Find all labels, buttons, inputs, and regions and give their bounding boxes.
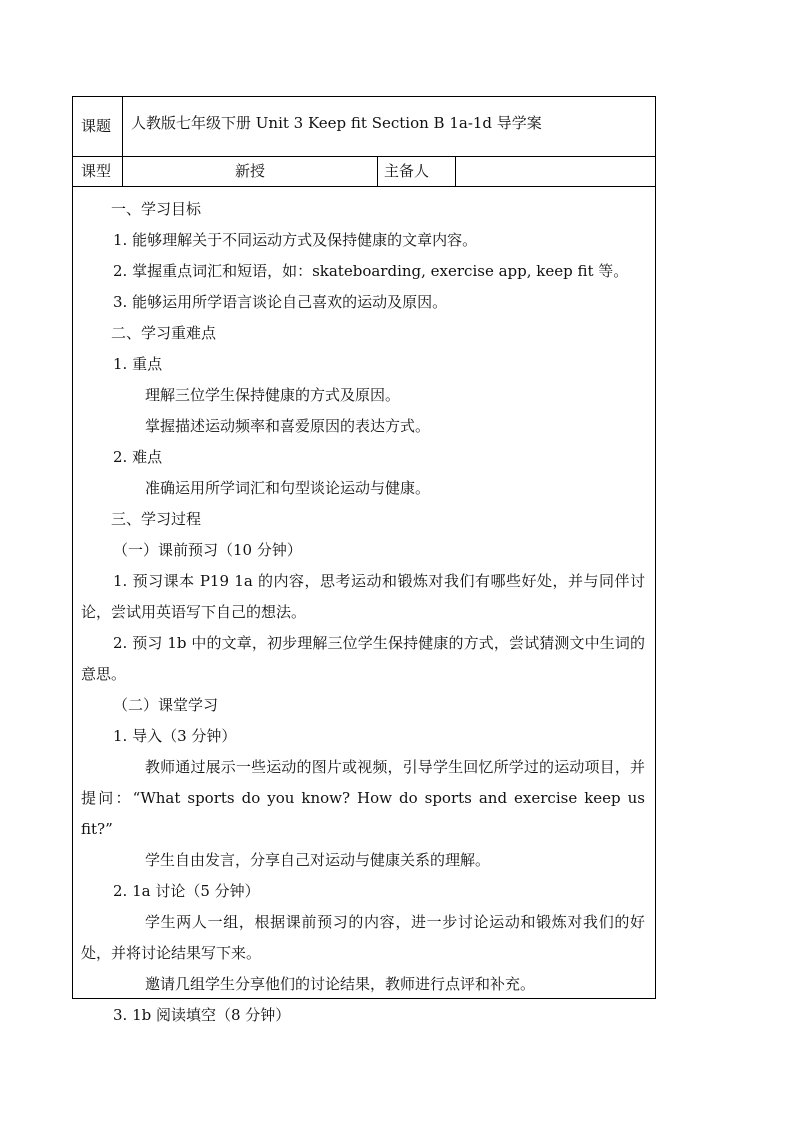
- title-label-cell: [73, 97, 123, 156]
- lesson-type: 新授: [234, 162, 265, 180]
- step-heading: 3. 1b 阅读填空（8 分钟）: [113, 1006, 291, 1024]
- key-point-item: 掌握描述运动频率和喜爱原因的表达方式。: [145, 417, 431, 435]
- owner-label: 主备人: [384, 162, 430, 180]
- step-paragraph: 学生自由发言，分享自己对运动与健康关系的理解。: [145, 851, 491, 869]
- section-heading-objectives: 一、学习目标: [111, 200, 202, 218]
- step-heading: 1. 导入（3 分钟）: [113, 727, 237, 745]
- step-paragraph: 邀请几组学生分享他们的讨论结果，教师进行点评和补充。: [145, 975, 536, 993]
- step-heading: 2. 1a 讨论（5 分钟）: [113, 882, 260, 900]
- preview-item: 1. 预习课本 P19 1a 的内容，思考运动和锻炼对我们有哪些好处，并与同伴讨论，尝试用英语写下自己的想法。: [81, 572, 645, 621]
- owner-label-cell: [378, 157, 456, 186]
- section-heading-process: 三、学习过程: [111, 510, 202, 528]
- objective-item: 2. 掌握重点词汇和短语，如：skateboarding, exercise app, keep fit 等。: [113, 262, 629, 280]
- classroom-heading: （二）课堂学习: [113, 696, 219, 714]
- difficult-point-item: 准确运用所学词汇和句型谈论运动与健康。: [145, 479, 431, 497]
- step-paragraph: 教师通过展示一些运动的图片或视频，引导学生回忆所学过的运动项目，并提问：“What sports do you know? How do sports and exercise keep us fit?”: [81, 758, 645, 838]
- objective-item: 3. 能够运用所学语言谈论自己喜欢的运动及原因。: [113, 293, 448, 311]
- objective-item: 1. 能够理解关于不同运动方式及保持健康的文章内容。: [113, 231, 478, 249]
- owner-value-cell: [456, 157, 655, 186]
- type-label-cell: [73, 157, 123, 186]
- title-value-cell: [123, 97, 655, 156]
- title-label: 课题: [81, 117, 112, 135]
- lesson-plan-table: [72, 96, 656, 1024]
- content-cell: [73, 187, 655, 1024]
- key-point-item: 理解三位学生保持健康的方式及原因。: [145, 386, 401, 404]
- section-heading-difficulties: 二、学习重难点: [111, 324, 217, 342]
- lesson-title: 人教版七年级下册 Unit 3 Keep fit Section B 1a-1d 导学案: [131, 114, 542, 132]
- type-value-cell: [123, 157, 378, 186]
- type-row: [73, 157, 655, 187]
- key-points-heading: 1. 重点: [113, 355, 163, 373]
- preview-heading: （一）课前预习（10 分钟）: [113, 541, 302, 559]
- preview-item: 2. 预习 1b 中的文章，初步理解三位学生保持健康的方式，尝试猜测文中生词的意思。: [81, 634, 645, 683]
- title-row: [73, 97, 655, 157]
- type-label: 课型: [81, 162, 112, 180]
- difficult-points-heading: 2. 难点: [113, 448, 163, 466]
- step-paragraph: 学生两人一组，根据课前预习的内容，进一步讨论运动和锻炼对我们的好处，并将讨论结果写下来。: [81, 913, 645, 962]
